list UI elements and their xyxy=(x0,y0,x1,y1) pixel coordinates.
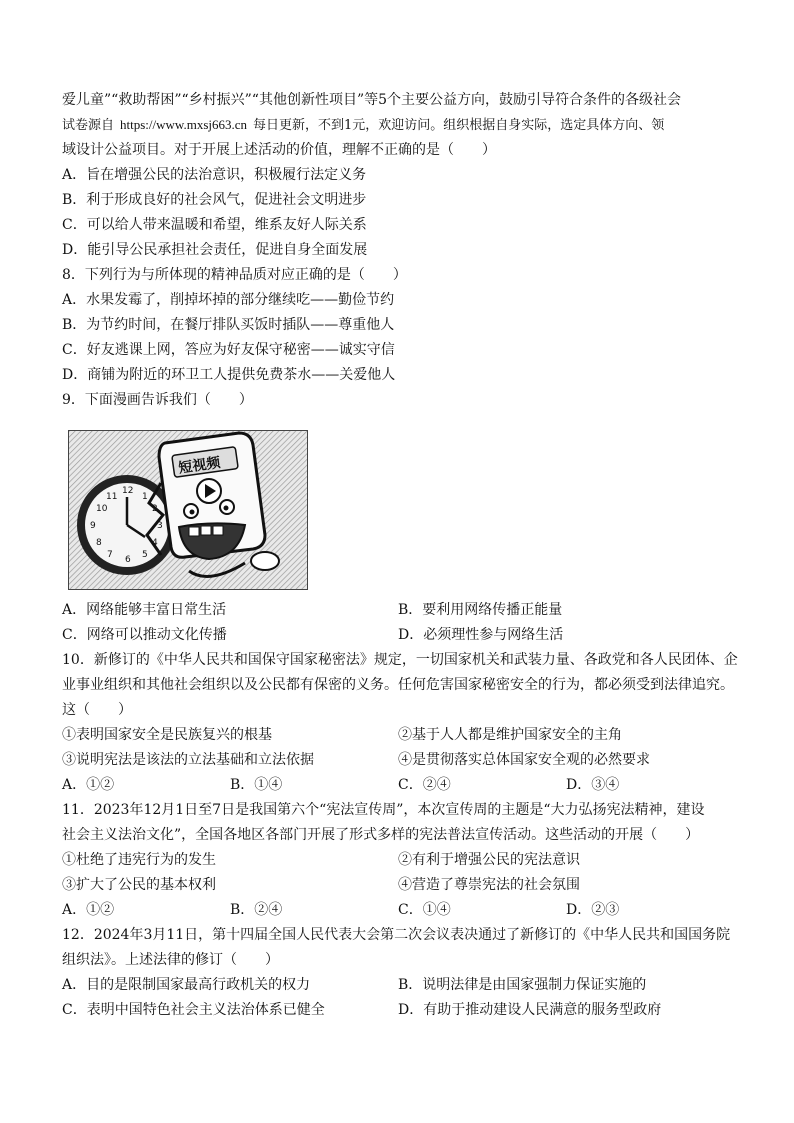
svg-text:9: 9 xyxy=(90,521,96,531)
q12-option-c[interactable]: C．表明中国特色社会主义法治体系已健全 xyxy=(62,1002,325,1018)
svg-text:1: 1 xyxy=(142,492,148,502)
q11-option-d[interactable]: D．②③ xyxy=(566,902,620,918)
svg-text:7: 7 xyxy=(107,550,113,560)
q10-statement-1: ①表明国家安全是民族复兴的根基 xyxy=(62,727,272,743)
q10-stem-line-1: 10．新修订的《中华人民共和国保守国家秘密法》规定，一切国家机关和武装力量、各政党和各人民团体、企 xyxy=(62,652,738,668)
q7-stem-line-1: 爱儿童”“救助帮困”“乡村振兴”“其他创新性项目”等5个主要公益方向，鼓励引导符合条件的各级社会 xyxy=(62,92,682,108)
q7-option-c[interactable]: C．可以给人带来温暖和希望，维系友好人际关系 xyxy=(62,217,367,233)
q10-statement-2: ②基于人人都是维护国家安全的主角 xyxy=(398,727,622,743)
q11-statement-4: ④营造了尊崇宪法的社会氛围 xyxy=(398,877,580,893)
q7-stem-line-3: 域设计公益项目。对于开展上述活动的价值，理解不正确的是（ ） xyxy=(62,142,496,158)
q12-option-b[interactable]: B．说明法律是由国家强制力保证实施的 xyxy=(398,977,647,993)
q12-stem-line-2: 组织法》。上述法律的修订（ ） xyxy=(62,952,279,968)
q11-option-c[interactable]: C．①④ xyxy=(398,902,451,918)
q8-option-c[interactable]: C．好友逃课上网，答应为好友保守秘密——诚实守信 xyxy=(62,342,395,358)
svg-text:10: 10 xyxy=(96,504,108,514)
q8-stem: 8．下列行为与所体现的精神品质对应正确的是（ ） xyxy=(62,267,407,283)
q9-comic-image xyxy=(68,430,308,590)
q12-option-a[interactable]: A．目的是限制国家最高行政机关的权力 xyxy=(62,977,311,993)
q8-option-d[interactable]: D．商铺为附近的环卫工人提供免费茶水——关爱他人 xyxy=(62,367,396,383)
source-line xyxy=(62,115,664,136)
q8-option-a[interactable]: A．水果发霉了，削掉坏掉的部分继续吃——勤俭节约 xyxy=(62,292,395,308)
q9-option-a[interactable]: A．网络能够丰富日常生活 xyxy=(62,602,227,618)
q11-stem-line-2: 社会主义法治文化”，全国各地区各部门开展了形式多样的宪法普法宣传活动。这些活动的开展（ ） xyxy=(62,827,700,843)
q10-option-d[interactable]: D．③④ xyxy=(566,777,620,793)
q9-option-c[interactable]: C．网络可以推动文化传播 xyxy=(62,627,227,643)
q10-option-b[interactable]: B．①④ xyxy=(230,777,283,793)
q11-stem-line-1: 11．2023年12月1日至7日是我国第六个“宪法宣传周”，本次宣传周的主题是“大力弘扬宪法精神，建设 xyxy=(62,802,705,818)
svg-text:11: 11 xyxy=(106,492,118,502)
q9-option-b[interactable]: B．要利用网络传播正能量 xyxy=(398,602,563,618)
svg-text:12: 12 xyxy=(122,486,134,496)
svg-text:5: 5 xyxy=(142,550,148,560)
svg-text:3: 3 xyxy=(157,521,163,531)
q11-option-b[interactable]: B．②④ xyxy=(230,902,283,918)
svg-text:6: 6 xyxy=(125,555,131,565)
q11-statement-2: ②有利于增强公民的宪法意识 xyxy=(398,852,580,868)
q10-statement-3: ③说明宪法是该法的立法基础和立法依据 xyxy=(62,752,314,768)
source-prefix: 试卷源自 xyxy=(62,118,115,133)
q11-statement-3: ③扩大了公民的基本权利 xyxy=(62,877,216,893)
q10-option-c[interactable]: C．②④ xyxy=(398,777,451,793)
comic-caption: 短视频 xyxy=(177,454,222,477)
q9-option-d[interactable]: D．必须理性参与网络生活 xyxy=(398,627,564,643)
q8-option-b[interactable]: B．为节约时间，在餐厅排队买饭时插队——尊重他人 xyxy=(62,317,395,333)
q7-option-d[interactable]: D．能引导公民承担社会责任，促进自身全面发展 xyxy=(62,242,368,258)
q10-stem-line-2: 业事业组织和其他社会组织以及公民都有保密的义务。任何危害国家秘密安全的行为，都必须受到法律追究。 xyxy=(62,677,734,693)
q12-stem-line-1: 12．2024年3月11日，第十四届全国人民代表大会第二次会议表决通过了新修订的《中华人民共和国国务院 xyxy=(62,927,731,943)
q7-option-b[interactable]: B．利于形成良好的社会风气，促进社会文明进步 xyxy=(62,192,367,208)
source-link[interactable]: https://www.mxsj663.cn xyxy=(120,117,248,132)
q7-option-a[interactable]: A．旨在增强公民的法治意识，积极履行法定义务 xyxy=(62,167,367,183)
q10-stem-line-3: 这（ ） xyxy=(62,702,132,718)
q11-option-a[interactable]: A．①② xyxy=(62,902,115,918)
source-suffix: 每日更新，不到1元，欢迎访问。组织根据自身实际，选定具体方向、领 xyxy=(253,118,665,133)
q10-option-a[interactable]: A．①② xyxy=(62,777,115,793)
svg-text:8: 8 xyxy=(96,538,102,548)
q10-statement-4: ④是贯彻落实总体国家安全观的必然要求 xyxy=(398,752,650,768)
q9-stem: 9．下面漫画告诉我们（ ） xyxy=(62,392,253,408)
q12-option-d[interactable]: D．有助于推动建设人民满意的服务型政府 xyxy=(398,1002,662,1018)
q11-statement-1: ①杜绝了违宪行为的发生 xyxy=(62,852,216,868)
svg-text:2: 2 xyxy=(152,504,158,514)
svg-text:4: 4 xyxy=(152,538,158,548)
comic-illustration xyxy=(69,431,307,589)
